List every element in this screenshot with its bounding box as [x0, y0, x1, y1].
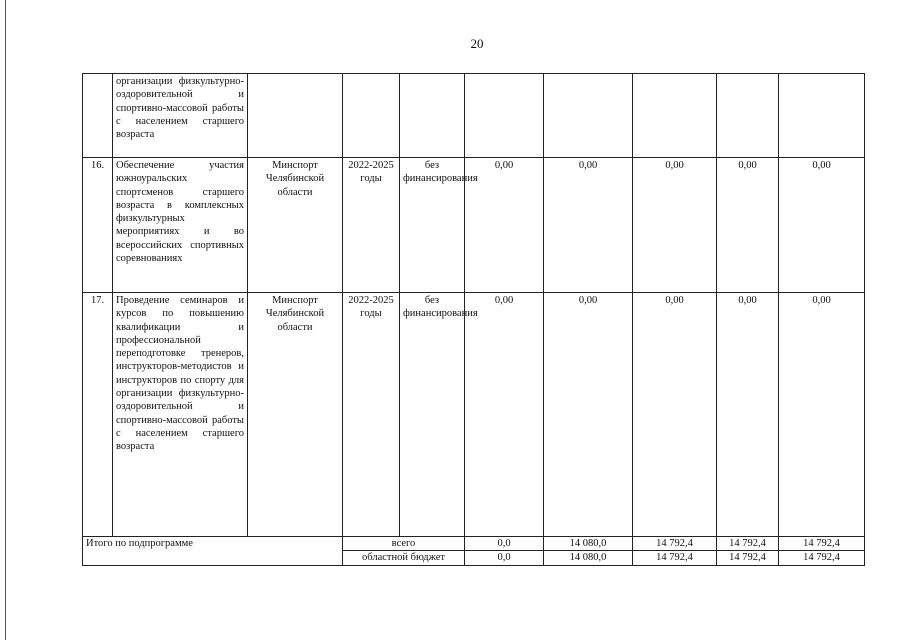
total-value: 14 792,4 — [779, 551, 865, 565]
value-cell: 0,00 — [717, 158, 779, 293]
value-cell — [633, 74, 717, 158]
value-cell: 0,00 — [544, 293, 633, 537]
activity-name: Обеспечение участия южноуральских спортсменов старшего возраста в комплексных физкультурных мероприятиях и во всероссийских спортивных соревнованиях — [113, 158, 248, 293]
total-value: 14 792,4 — [633, 551, 717, 565]
total-value: 14 792,4 — [779, 537, 865, 551]
totals-row — [83, 537, 865, 551]
value-cell: 0,00 — [633, 293, 717, 537]
page-left-border — [5, 0, 6, 640]
funding-source: без финансирования — [400, 293, 465, 537]
subprogram-table — [82, 73, 865, 566]
value-cell: 0,00 — [633, 158, 717, 293]
funding-source: без финансирования — [400, 158, 465, 293]
total-value: 0,0 — [465, 537, 544, 551]
total-value: 14 792,4 — [717, 537, 779, 551]
total-value: 14 080,0 — [544, 551, 633, 565]
activity-name: организации физкультурно-оздоровительной и спортивно-массовой работы с населением старшего возраста — [113, 74, 248, 158]
total-value: 0,0 — [465, 551, 544, 565]
row-number: 16. — [83, 158, 113, 293]
period — [343, 74, 400, 158]
executor — [248, 74, 343, 158]
value-cell — [465, 74, 544, 158]
page-number: 20 — [470, 36, 484, 51]
value-cell — [717, 74, 779, 158]
totals-label: Итого по подпрограмме — [83, 537, 343, 566]
period: 2022-2025 годы — [343, 158, 400, 293]
value-cell — [779, 74, 865, 158]
funding-source — [400, 74, 465, 158]
value-cell: 0,00 — [544, 158, 633, 293]
value-cell: 0,00 — [465, 293, 544, 537]
table-row — [83, 293, 865, 537]
executor: Минспорт Челябинской области — [248, 293, 343, 537]
row-number — [83, 74, 113, 158]
totals-type: всего — [343, 537, 465, 551]
value-cell — [544, 74, 633, 158]
value-cell: 0,00 — [779, 158, 865, 293]
table-row — [83, 74, 865, 158]
row-number: 17. — [83, 293, 113, 537]
value-cell: 0,00 — [779, 293, 865, 537]
total-value: 14 792,4 — [717, 551, 779, 565]
value-cell: 0,00 — [717, 293, 779, 537]
table-row — [83, 158, 865, 293]
executor: Минспорт Челябинской области — [248, 158, 343, 293]
total-value: 14 080,0 — [544, 537, 633, 551]
totals-type: областной бюджет — [343, 551, 465, 565]
period: 2022-2025 годы — [343, 293, 400, 537]
total-value: 14 792,4 — [633, 537, 717, 551]
value-cell: 0,00 — [465, 158, 544, 293]
activity-name: Проведение семинаров и курсов по повышению квалификации и профессиональной переподготовке тренеров, инструкторов-методистов и инструкторов по спорту для организации физкультурно-оздоровительной и спортивно-массовой работы с населением старшего возраста — [113, 293, 248, 537]
